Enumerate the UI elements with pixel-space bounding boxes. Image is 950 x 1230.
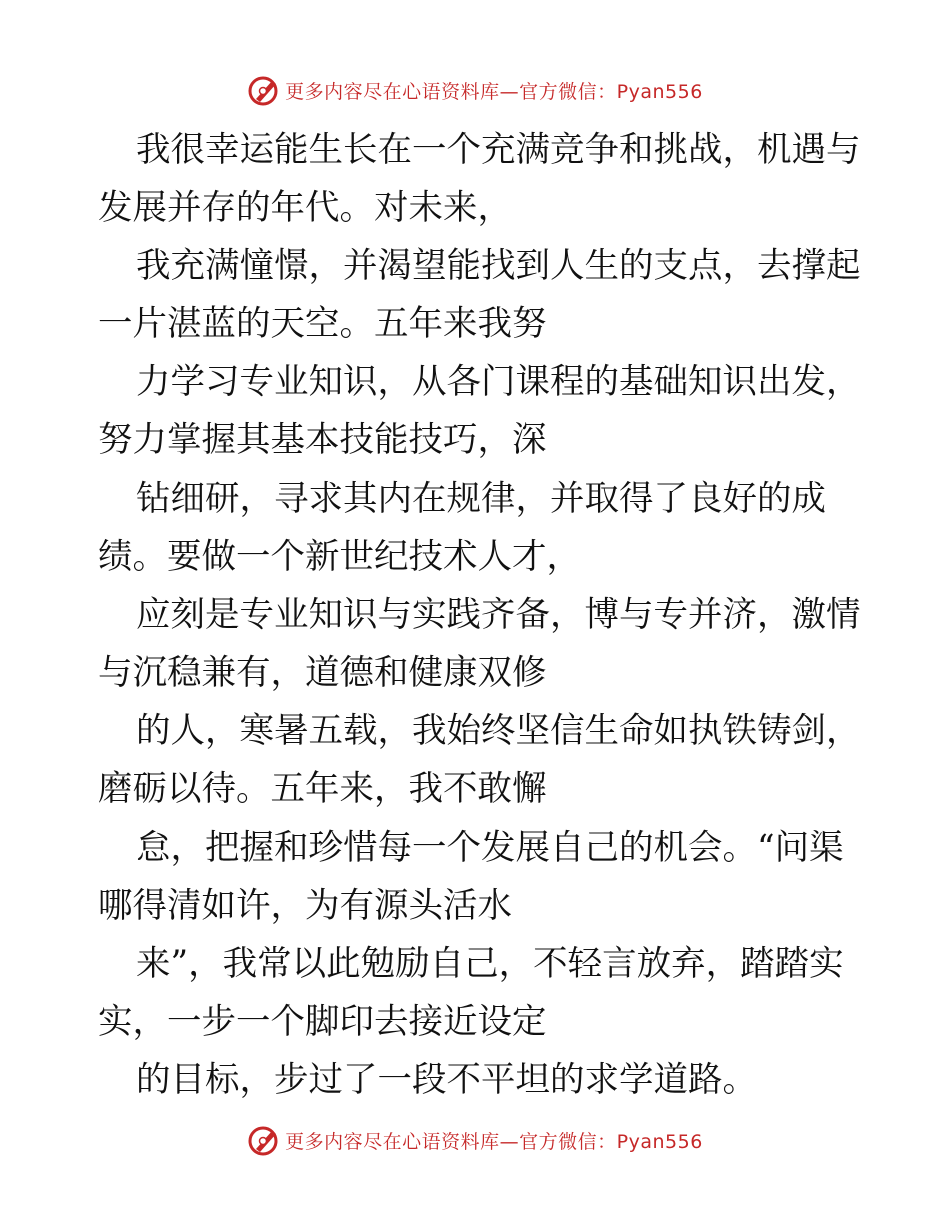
- text-line: 的人，寒暑五载，我始终坚信生命如执铁铸剑，: [136, 711, 861, 751]
- text-line: 力学习专业知识，从各门课程的基础知识出发，: [136, 362, 861, 402]
- watermark-text: 更多内容尽在心语资料库—官方微信：Pyan556: [285, 80, 703, 103]
- text-line: 哪得清如许，为有源头活水: [98, 886, 512, 926]
- text-line: 努力掌握其基本技能技巧，深: [98, 420, 547, 460]
- text-line: 的目标，步过了一段不平坦的求学道路。: [136, 1060, 757, 1100]
- text-line: 与沉稳兼有，道德和健康双修: [98, 653, 547, 693]
- header-watermark: [0, 70, 950, 110]
- text-line: 钻细研，寻求其内在规律，并取得了良好的成: [136, 479, 826, 519]
- text-line: 发展并存的年代。对未来，: [98, 188, 512, 228]
- text-line: 磨砺以待。五年来，我不敢懈: [98, 769, 547, 809]
- footer-watermark: [0, 1120, 950, 1160]
- text-line: 一片湛蓝的天空。五年来我努: [98, 304, 547, 344]
- pen-logo-icon: [247, 73, 281, 107]
- text-line: 来”，我常以此勉励自己，不轻言放弃，踏踏实: [136, 944, 844, 984]
- text-line: 绩。要做一个新世纪技术人才，: [98, 537, 581, 577]
- text-line: 我很幸运能生长在一个充满竞争和挑战，机遇与: [136, 130, 861, 170]
- watermark-text: 更多内容尽在心语资料库—官方微信：Pyan556: [285, 1130, 703, 1153]
- text-line: 怠，把握和珍惜每一个发展自己的机会。“问渠: [136, 828, 844, 868]
- pen-logo-icon: [247, 1123, 281, 1157]
- text-line: 我充满憧憬，并渴望能找到人生的支点，去撑起: [136, 246, 861, 286]
- text-line: 应刻是专业知识与实践齐备，博与专并济，激情: [136, 595, 861, 635]
- text-line: 实，一步一个脚印去接近设定: [98, 1002, 547, 1042]
